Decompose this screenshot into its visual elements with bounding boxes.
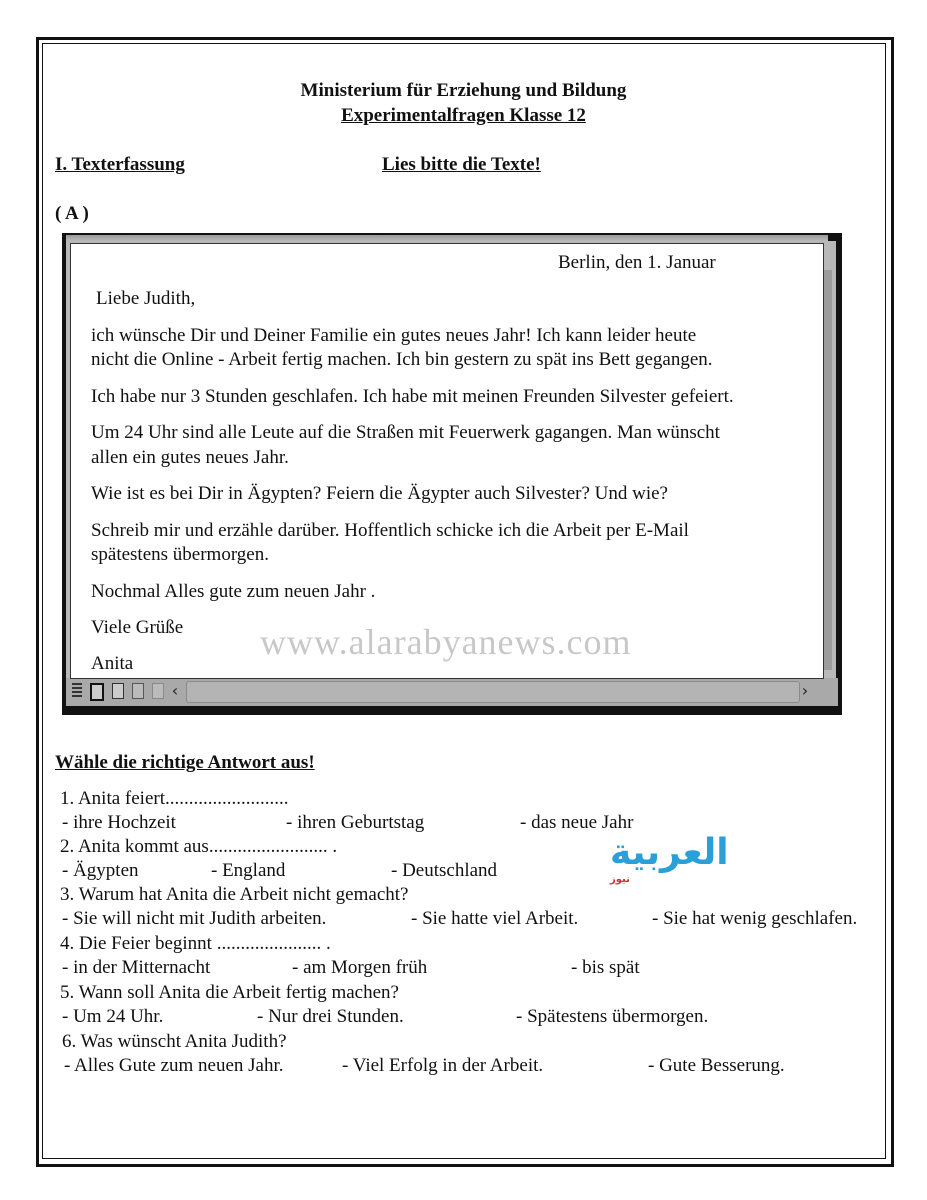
option: - Spätestens übermorgen. <box>516 1006 709 1027</box>
letter-line: nicht die Online - Arbeit fertig machen. Ich bin gestern zu spät ins Bett gegangen. <box>91 349 713 370</box>
letter-line: Schreib mir und erzähle darüber. Hoffentlich schicke ich die Arbeit per E-Mail <box>91 520 689 541</box>
letter-line: ich wünsche Dir und Deiner Familie ein gutes neues Jahr! Ich kann leider heute <box>91 325 697 346</box>
option: - ihre Hochzeit <box>62 812 176 833</box>
logo-text: العربية <box>610 832 729 873</box>
letter-line: Ich habe nur 3 Stunden geschlafen. Ich habe mit meinen Freunden Silvester gefeiert. <box>91 386 734 407</box>
option: - Ägypten <box>62 860 139 881</box>
letter-date: Berlin, den 1. Januar <box>558 252 716 273</box>
list-view-icon[interactable] <box>72 683 82 697</box>
letter-greeting: Liebe Judith, <box>96 288 196 309</box>
option: - Sie hat wenig geschlafen. <box>652 908 858 929</box>
page-view-icon[interactable] <box>90 683 104 701</box>
option: - bis spät <box>571 957 640 978</box>
horizontal-scrollbar[interactable] <box>66 678 838 706</box>
option: - Gute Besserung. <box>648 1055 785 1076</box>
letter-line: Wie ist es bei Dir in Ägypten? Feiern die Ägypter auch Silvester? Und wie? <box>91 483 668 504</box>
option: - in der Mitternacht <box>62 957 211 978</box>
letter-line: Nochmal Alles gute zum neuen Jahr . <box>91 581 376 602</box>
exercise-title: Wähle die richtige Antwort aus! <box>55 752 315 773</box>
section-instruction: Lies bitte die Texte! <box>382 154 541 175</box>
option: - ihren Geburtstag <box>286 812 425 833</box>
option: - Sie hatte viel Arbeit. <box>411 908 579 929</box>
option: - Deutschland <box>391 860 498 881</box>
scroll-right-icon[interactable]: › <box>801 681 809 700</box>
option: - England <box>211 860 286 881</box>
option: - Um 24 Uhr. <box>62 1006 164 1027</box>
letter-closing: Viele Grüße <box>91 617 184 638</box>
logo-subtext: نيوز <box>610 874 630 885</box>
ministry-title: Ministerium für Erziehung und Bildung <box>300 80 627 101</box>
scroll-track[interactable] <box>186 681 800 703</box>
draft-view-icon[interactable] <box>132 683 144 699</box>
option: - Sie will nicht mit Judith arbeiten. <box>62 908 327 929</box>
site-logo <box>610 832 729 888</box>
letter-line: Um 24 Uhr sind alle Leute auf die Straßen mit Feuerwerk gagangen. Man wünscht <box>91 422 720 443</box>
option: - Alles Gute zum neuen Jahr. <box>64 1055 284 1076</box>
reading-view-icon[interactable] <box>152 683 164 699</box>
option: - Nur drei Stunden. <box>257 1006 404 1027</box>
outline-view-icon[interactable] <box>112 683 124 699</box>
letter-line: spätestens übermorgen. <box>91 544 269 565</box>
option: - das neue Jahr <box>520 812 634 833</box>
watermark: www.alarabyanews.com <box>260 622 632 662</box>
section-title: I. Texterfassung <box>55 154 185 175</box>
letter-line: allen ein gutes neues Jahr. <box>91 447 289 468</box>
letter-signature: Anita <box>91 653 134 674</box>
scroll-left-icon[interactable]: ‹ <box>171 681 179 700</box>
part-label: ( A ) <box>55 203 89 224</box>
exam-subtitle: Experimentalfragen Klasse 12 <box>341 105 586 126</box>
option: - Viel Erfolg in der Arbeit. <box>342 1055 544 1076</box>
option: - am Morgen früh <box>292 957 428 978</box>
